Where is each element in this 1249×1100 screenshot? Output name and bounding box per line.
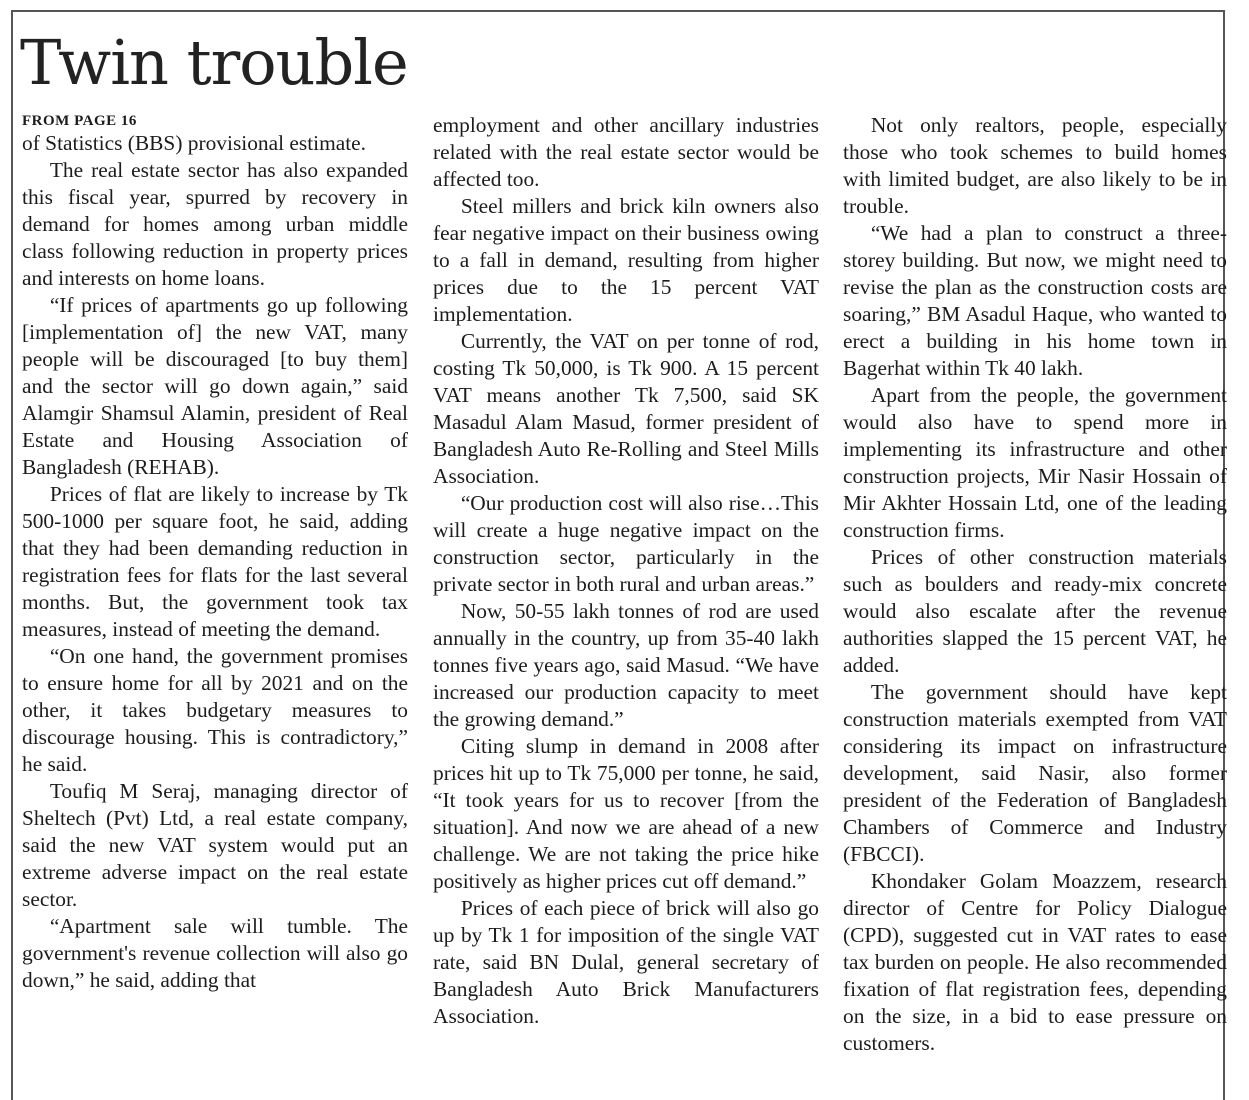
article-column-2 (433, 112, 819, 1030)
paragraph: Apart from the people, the government would also have to spend more in implementing its infrastructure and other construction projects, Mir Nasir Hossain of Mir Akhter Hossain Ltd, one of the leading construction firms. (843, 383, 1227, 542)
paragraph: Citing slump in demand in 2008 after prices hit up to Tk 75,000 per tonne, he said, “It took years for us to recover [from the situation]. And now we are ahead of a new challenge. We are not taking the price hike positively as higher prices cut off demand.” (433, 734, 819, 893)
kicker: FROM PAGE 16 (22, 113, 137, 129)
paragraph: Toufiq M Seraj, managing director of Sheltech (Pvt) Ltd, a real estate company, said the new VAT system would put an extreme adverse impact on the real estate sector. (22, 779, 408, 911)
paragraph: Prices of each piece of brick will also go up by Tk 1 for imposition of the single VAT rate, said BN Dulal, general secretary of Bangladesh Auto Brick Manufacturers Association. (433, 896, 819, 1028)
paragraph: “If prices of apartments go up following [implementation of] the new VAT, many people will be discouraged [to buy them] and the sector will go down again,” said Alamgir Shamsul Alamin, president of Real Estate and Housing Association of Bangladesh (REHAB). (22, 293, 408, 479)
paragraph: Currently, the VAT on per tonne of rod, costing Tk 50,000, is Tk 900. A 15 percent VAT means another Tk 7,500, said SK Masadul Alam Masud, former president of Bangladesh Auto Re-Rolling and Steel Mills Association. (433, 329, 819, 488)
paragraph: Khondaker Golam Moazzem, research director of Centre for Policy Dialogue (CPD), suggested cut in VAT rates to ease tax burden on people. He also recommended fixation of flat registration fees, depending on the size, in a bid to ease pressure on customers. (843, 869, 1227, 1055)
paragraph: Prices of flat are likely to increase by Tk 500-1000 per square foot, he said, adding that they had been demanding reduction in registration fees for flats for the last several months. But, the government took tax measures, instead of meeting the demand. (22, 482, 408, 641)
paragraph: Not only realtors, people, especially those who took schemes to build homes with limited budget, are also likely to be in trouble. (843, 113, 1227, 218)
headline: Twin trouble (20, 26, 408, 99)
paragraph: Prices of other construction materials such as boulders and ready-mix concrete would also escalate after the revenue authorities slapped the 15 percent VAT, he added. (843, 545, 1227, 677)
paragraph: The real estate sector has also expanded this fiscal year, spurred by recovery in demand for homes among urban middle class following reduction in property prices and interests on home loans. (22, 158, 408, 290)
article-column-3 (843, 112, 1227, 1057)
paragraph: Now, 50-55 lakh tonnes of rod are used annually in the country, up from 35-40 lakh tonnes five years ago, said Masud. “We have increased our production capacity to meet the growing demand.” (433, 599, 819, 731)
paragraph: employment and other ancillary industries related with the real estate sector would be affected too. (433, 113, 819, 191)
paragraph: Steel millers and brick kiln owners also fear negative impact on their business owing to a fall in demand, resulting from higher prices due to the 15 percent VAT implementation. (433, 194, 819, 326)
paragraph: “We had a plan to construct a three-storey building. But now, we might need to revise the plan as the construction costs are soaring,” BM Asadul Haque, who wanted to erect a building in his home town in Bagerhat within Tk 40 lakh. (843, 221, 1227, 380)
paragraph: “On one hand, the government promises to ensure home for all by 2021 and on the other, it takes budgetary measures to discourage housing. This is contradictory,” he said. (22, 644, 408, 776)
paragraph: The government should have kept construction materials exempted from VAT considering its impact on infrastructure development, said Nasir, also former president of the Federation of Bangladesh Chambers of Commerce and Industry (FBCCI). (843, 680, 1227, 866)
paragraph: “Apartment sale will tumble. The government's revenue collection will also go down,” he said, adding that (22, 914, 408, 992)
paragraph: of Statistics (BBS) provisional estimate. (22, 131, 367, 155)
article-column-1 (22, 112, 408, 994)
paragraph: “Our production cost will also rise…This will create a huge negative impact on the construction sector, particularly in the private sector in both rural and urban areas.” (433, 491, 819, 596)
